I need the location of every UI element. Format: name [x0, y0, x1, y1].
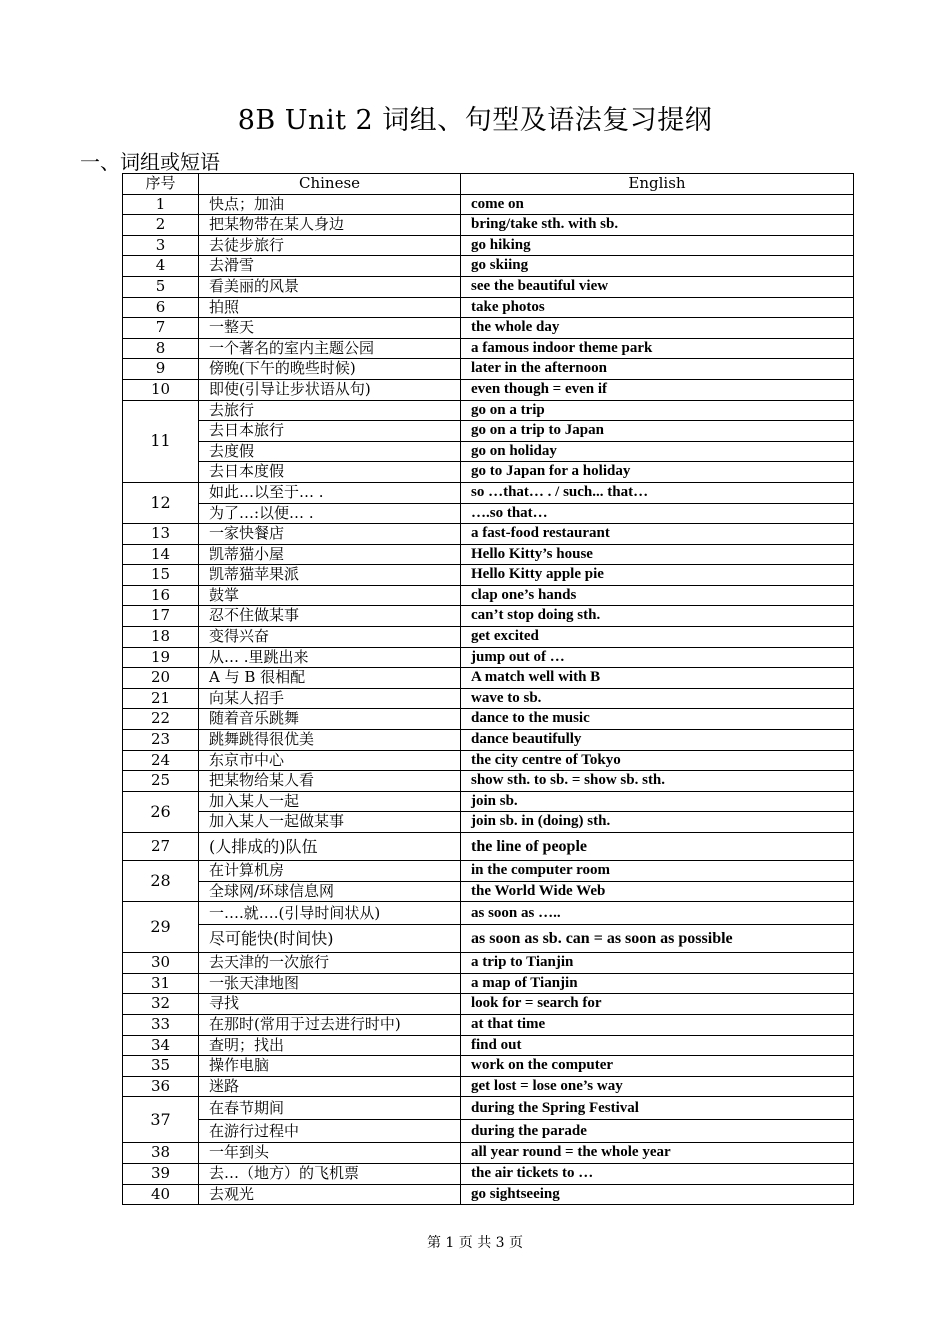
table-row [123, 1163, 854, 1184]
row-number: 23 [123, 730, 199, 751]
english-phrase: Hello Kitty apple pie [461, 565, 854, 586]
table-row [123, 668, 854, 689]
header-english: English [461, 174, 854, 195]
chinese-phrase: 把某物给某人看 [199, 771, 461, 792]
english-phrase: look for = search for [461, 994, 854, 1015]
table-row [123, 1097, 854, 1120]
table-row [123, 1076, 854, 1097]
chinese-phrase: 从… .里跳出来 [199, 647, 461, 668]
chinese-phrase: 迷路 [199, 1076, 461, 1097]
english-phrase: so …that… . / such... that… [461, 482, 854, 503]
english-phrase: dance beautifully [461, 730, 854, 751]
chinese-phrase: 查明；找出 [199, 1035, 461, 1056]
table-row [123, 812, 854, 833]
row-number: 35 [123, 1056, 199, 1077]
table-row [123, 565, 854, 586]
row-number: 40 [123, 1184, 199, 1205]
chinese-phrase: 忍不住做某事 [199, 606, 461, 627]
table-row [123, 750, 854, 771]
table-row [123, 902, 854, 925]
row-number: 8 [123, 338, 199, 359]
table-row [123, 544, 854, 565]
english-phrase: join sb. [461, 791, 854, 812]
english-phrase: show sth. to sb. = show sb. sth. [461, 771, 854, 792]
row-number: 20 [123, 668, 199, 689]
chinese-phrase: A 与 B 很相配 [199, 668, 461, 689]
english-phrase: jump out of … [461, 647, 854, 668]
chinese-phrase: 去…（地方）的飞机票 [199, 1163, 461, 1184]
row-number: 9 [123, 359, 199, 380]
table-row [123, 730, 854, 751]
chinese-phrase: 为了…:以便… . [199, 503, 461, 524]
english-phrase: come on [461, 194, 854, 215]
table-row [123, 881, 854, 902]
chinese-phrase: 看美丽的风景 [199, 276, 461, 297]
table-row [123, 688, 854, 709]
table-row [123, 235, 854, 256]
section-heading: 一、词组或短语 [80, 150, 220, 174]
english-phrase: a famous indoor theme park [461, 338, 854, 359]
english-phrase: a fast-food restaurant [461, 524, 854, 545]
english-phrase: the whole day [461, 318, 854, 339]
english-phrase: go sightseeing [461, 1184, 854, 1205]
english-phrase: as soon as sb. can = as soon as possible [461, 925, 854, 953]
row-number: 15 [123, 565, 199, 586]
row-number: 38 [123, 1143, 199, 1164]
row-number: 10 [123, 379, 199, 400]
table-row [123, 503, 854, 524]
chinese-phrase: 去日本旅行 [199, 421, 461, 442]
row-number: 6 [123, 297, 199, 318]
english-phrase: even though = even if [461, 379, 854, 400]
english-phrase: take photos [461, 297, 854, 318]
table-row [123, 973, 854, 994]
chinese-phrase: 一张天津地图 [199, 973, 461, 994]
english-phrase: the air tickets to … [461, 1163, 854, 1184]
table-row [123, 482, 854, 503]
english-phrase: later in the afternoon [461, 359, 854, 380]
row-number: 11 [123, 400, 199, 482]
row-number: 32 [123, 994, 199, 1015]
row-number: 13 [123, 524, 199, 545]
table-row [123, 925, 854, 953]
row-number: 31 [123, 973, 199, 994]
english-phrase: work on the computer [461, 1056, 854, 1077]
row-number: 37 [123, 1097, 199, 1143]
chinese-phrase: 在那时(常用于过去进行时中) [199, 1014, 461, 1035]
table-row [123, 379, 854, 400]
row-number: 17 [123, 606, 199, 627]
table-row [123, 338, 854, 359]
row-number: 33 [123, 1014, 199, 1035]
table-row [123, 994, 854, 1015]
chinese-phrase: 变得兴奋 [199, 627, 461, 648]
english-phrase: all year round = the whole year [461, 1143, 854, 1164]
english-phrase: see the beautiful view [461, 276, 854, 297]
english-phrase: in the computer room [461, 861, 854, 882]
chinese-phrase: 如此…以至于… . [199, 482, 461, 503]
table-row [123, 194, 854, 215]
row-number: 12 [123, 482, 199, 523]
english-phrase: wave to sb. [461, 688, 854, 709]
table-row [123, 318, 854, 339]
table-row [123, 441, 854, 462]
row-number: 5 [123, 276, 199, 297]
table-row [123, 256, 854, 277]
chinese-phrase: 一家快餐店 [199, 524, 461, 545]
row-number: 3 [123, 235, 199, 256]
row-number: 1 [123, 194, 199, 215]
chinese-phrase: 一个著名的室内主题公园 [199, 338, 461, 359]
table-row [123, 791, 854, 812]
row-number: 4 [123, 256, 199, 277]
chinese-phrase: 去天津的一次旅行 [199, 953, 461, 974]
chinese-phrase: 傍晚(下午的晚些时候) [199, 359, 461, 380]
table-row [123, 215, 854, 236]
english-phrase: go hiking [461, 235, 854, 256]
row-number: 36 [123, 1076, 199, 1097]
chinese-phrase: 东京市中心 [199, 750, 461, 771]
table-row [123, 953, 854, 974]
english-phrase: the city centre of Tokyo [461, 750, 854, 771]
english-phrase: bring/take sth. with sb. [461, 215, 854, 236]
english-phrase: can’t stop doing sth. [461, 606, 854, 627]
row-number: 7 [123, 318, 199, 339]
chinese-phrase: 凯蒂猫小屋 [199, 544, 461, 565]
table-row [123, 276, 854, 297]
table-row [123, 297, 854, 318]
chinese-phrase: 去旅行 [199, 400, 461, 421]
english-phrase: go on a trip [461, 400, 854, 421]
table-row [123, 462, 854, 483]
row-number: 19 [123, 647, 199, 668]
chinese-phrase: 即使(引导让步状语从句) [199, 379, 461, 400]
english-phrase: get lost = lose one’s way [461, 1076, 854, 1097]
table-row [123, 1184, 854, 1205]
english-phrase: at that time [461, 1014, 854, 1035]
row-number: 27 [123, 833, 199, 861]
vocabulary-table [122, 173, 854, 1205]
chinese-phrase: 加入某人一起做某事 [199, 812, 461, 833]
chinese-phrase: 去日本度假 [199, 462, 461, 483]
table-row [123, 771, 854, 792]
chinese-phrase: 凯蒂猫苹果派 [199, 565, 461, 586]
english-phrase: during the parade [461, 1120, 854, 1143]
chinese-phrase: 尽可能快(时间快) [199, 925, 461, 953]
chinese-phrase: 加入某人一起 [199, 791, 461, 812]
english-phrase: a trip to Tianjin [461, 953, 854, 974]
english-phrase: A match well with B [461, 668, 854, 689]
english-phrase: a map of Tianjin [461, 973, 854, 994]
table-row [123, 524, 854, 545]
row-number: 28 [123, 861, 199, 902]
row-number: 34 [123, 1035, 199, 1056]
english-phrase: clap one’s hands [461, 585, 854, 606]
header-number: 序号 [123, 174, 199, 195]
chinese-phrase: 在春节期间 [199, 1097, 461, 1120]
table-header-row [123, 174, 854, 195]
document-title: 8B Unit 2 词组、句型及语法复习提纲 [237, 105, 713, 136]
english-phrase: Hello Kitty’s house [461, 544, 854, 565]
chinese-phrase: 操作电脑 [199, 1056, 461, 1077]
chinese-phrase: 快点；加油 [199, 194, 461, 215]
chinese-phrase: 鼓掌 [199, 585, 461, 606]
chinese-phrase: 把某物带在某人身边 [199, 215, 461, 236]
chinese-phrase: 拍照 [199, 297, 461, 318]
table-row [123, 833, 854, 861]
english-phrase: go skiing [461, 256, 854, 277]
table-row [123, 359, 854, 380]
table-row [123, 1056, 854, 1077]
chinese-phrase: 寻找 [199, 994, 461, 1015]
chinese-phrase: 去观光 [199, 1184, 461, 1205]
row-number: 24 [123, 750, 199, 771]
table-row [123, 861, 854, 882]
table-row [123, 647, 854, 668]
english-phrase: the World Wide Web [461, 881, 854, 902]
english-phrase: dance to the music [461, 709, 854, 730]
table-row [123, 1143, 854, 1164]
table-row [123, 627, 854, 648]
chinese-phrase: 一整天 [199, 318, 461, 339]
chinese-phrase: 去滑雪 [199, 256, 461, 277]
row-number: 30 [123, 953, 199, 974]
chinese-phrase: 向某人招手 [199, 688, 461, 709]
english-phrase: ….so that… [461, 503, 854, 524]
row-number: 2 [123, 215, 199, 236]
table-row [123, 709, 854, 730]
table-row [123, 1120, 854, 1143]
english-phrase: during the Spring Festival [461, 1097, 854, 1120]
english-phrase: go on holiday [461, 441, 854, 462]
chinese-phrase: 全球网/环球信息网 [199, 881, 461, 902]
table-row [123, 606, 854, 627]
table-row [123, 1035, 854, 1056]
table-row [123, 400, 854, 421]
english-phrase: join sb. in (doing) sth. [461, 812, 854, 833]
chinese-phrase: 跳舞跳得很优美 [199, 730, 461, 751]
english-phrase: the line of people [461, 833, 854, 861]
chinese-phrase: 在游行过程中 [199, 1120, 461, 1143]
row-number: 18 [123, 627, 199, 648]
table-row [123, 421, 854, 442]
chinese-phrase: 一….就….(引导时间状从) [199, 902, 461, 925]
chinese-phrase: 在计算机房 [199, 861, 461, 882]
chinese-phrase: 随着音乐跳舞 [199, 709, 461, 730]
row-number: 26 [123, 791, 199, 832]
chinese-phrase: (人排成的)队伍 [199, 833, 461, 861]
english-phrase: find out [461, 1035, 854, 1056]
row-number: 14 [123, 544, 199, 565]
table-row [123, 1014, 854, 1035]
row-number: 25 [123, 771, 199, 792]
english-phrase: as soon as ….. [461, 902, 854, 925]
row-number: 21 [123, 688, 199, 709]
row-number: 22 [123, 709, 199, 730]
english-phrase: get excited [461, 627, 854, 648]
english-phrase: go on a trip to Japan [461, 421, 854, 442]
chinese-phrase: 去度假 [199, 441, 461, 462]
english-phrase: go to Japan for a holiday [461, 462, 854, 483]
row-number: 29 [123, 902, 199, 953]
table-row [123, 585, 854, 606]
chinese-phrase: 一年到头 [199, 1143, 461, 1164]
row-number: 39 [123, 1163, 199, 1184]
page-footer: 第 1 页 共 3 页 [426, 1235, 524, 1251]
chinese-phrase: 去徒步旅行 [199, 235, 461, 256]
row-number: 16 [123, 585, 199, 606]
header-chinese: Chinese [199, 174, 461, 195]
